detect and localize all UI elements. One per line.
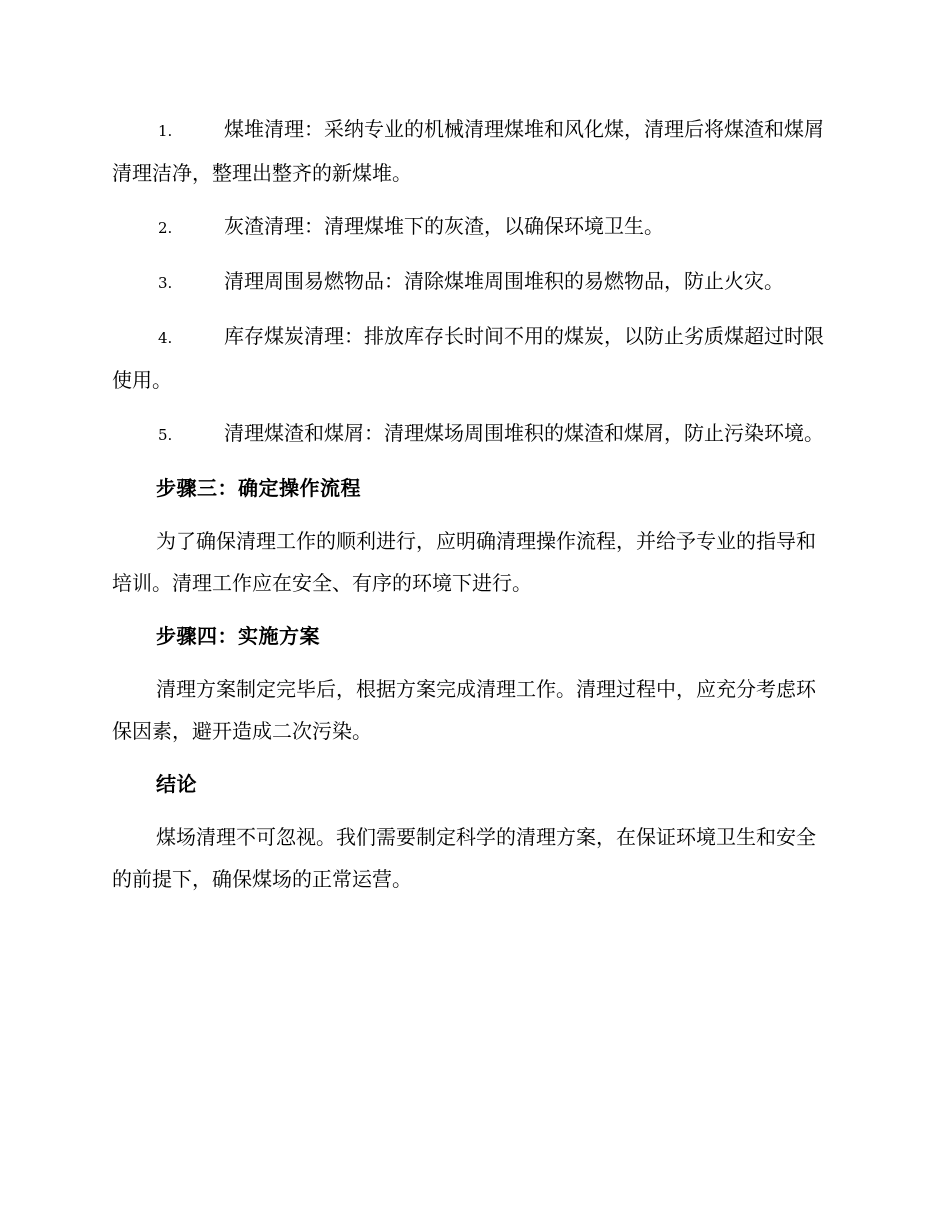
section-heading-conclusion: 结论 xyxy=(156,772,197,796)
list-number: 4. xyxy=(158,329,173,347)
document-body xyxy=(112,108,832,911)
section-paragraph-step-four: 清理方案制定完毕后，根据方案完成清理工作。清理过程中，应充分考虑环保因素，避开造成二次污染。 xyxy=(112,677,816,743)
section-heading-step-three: 步骤三：确定操作流程 xyxy=(156,476,361,500)
list-text: 灰渣清理：清理煤堆下的灰渣，以确保环境卫生。 xyxy=(224,214,664,238)
list-item xyxy=(112,315,832,401)
list-number: 1. xyxy=(158,122,173,140)
list-text: 煤堆清理：采纳专业的机械清理煤堆和风化煤，清理后将煤渣和煤屑清理洁净，整理出整齐的新煤堆。 xyxy=(112,117,824,185)
list-number: 2. xyxy=(158,219,173,237)
list-item xyxy=(112,412,832,456)
list-text: 清理煤渣和煤屑：清理煤场周围堆积的煤渣和煤屑，防止污染环境。 xyxy=(224,421,824,445)
list-item xyxy=(112,260,832,304)
list-number: 5. xyxy=(158,426,173,444)
list-number: 3. xyxy=(158,274,173,292)
list-item xyxy=(112,108,832,194)
section-paragraph-conclusion: 煤场清理不可忽视。我们需要制定科学的清理方案，在保证环境卫生和安全的前提下，确保煤场的正常运营。 xyxy=(112,825,816,891)
section-heading-step-four: 步骤四：实施方案 xyxy=(156,624,320,648)
list-text: 清理周围易燃物品：清除煤堆周围堆积的易燃物品，防止火灾。 xyxy=(224,269,784,293)
list-item xyxy=(112,205,832,249)
section-paragraph-step-three: 为了确保清理工作的顺利进行，应明确清理操作流程，并给予专业的指导和培训。清理工作应在安全、有序的环境下进行。 xyxy=(112,529,816,595)
list-text: 库存煤炭清理：排放库存长时间不用的煤炭，以防止劣质煤超过时限使用。 xyxy=(112,324,824,392)
